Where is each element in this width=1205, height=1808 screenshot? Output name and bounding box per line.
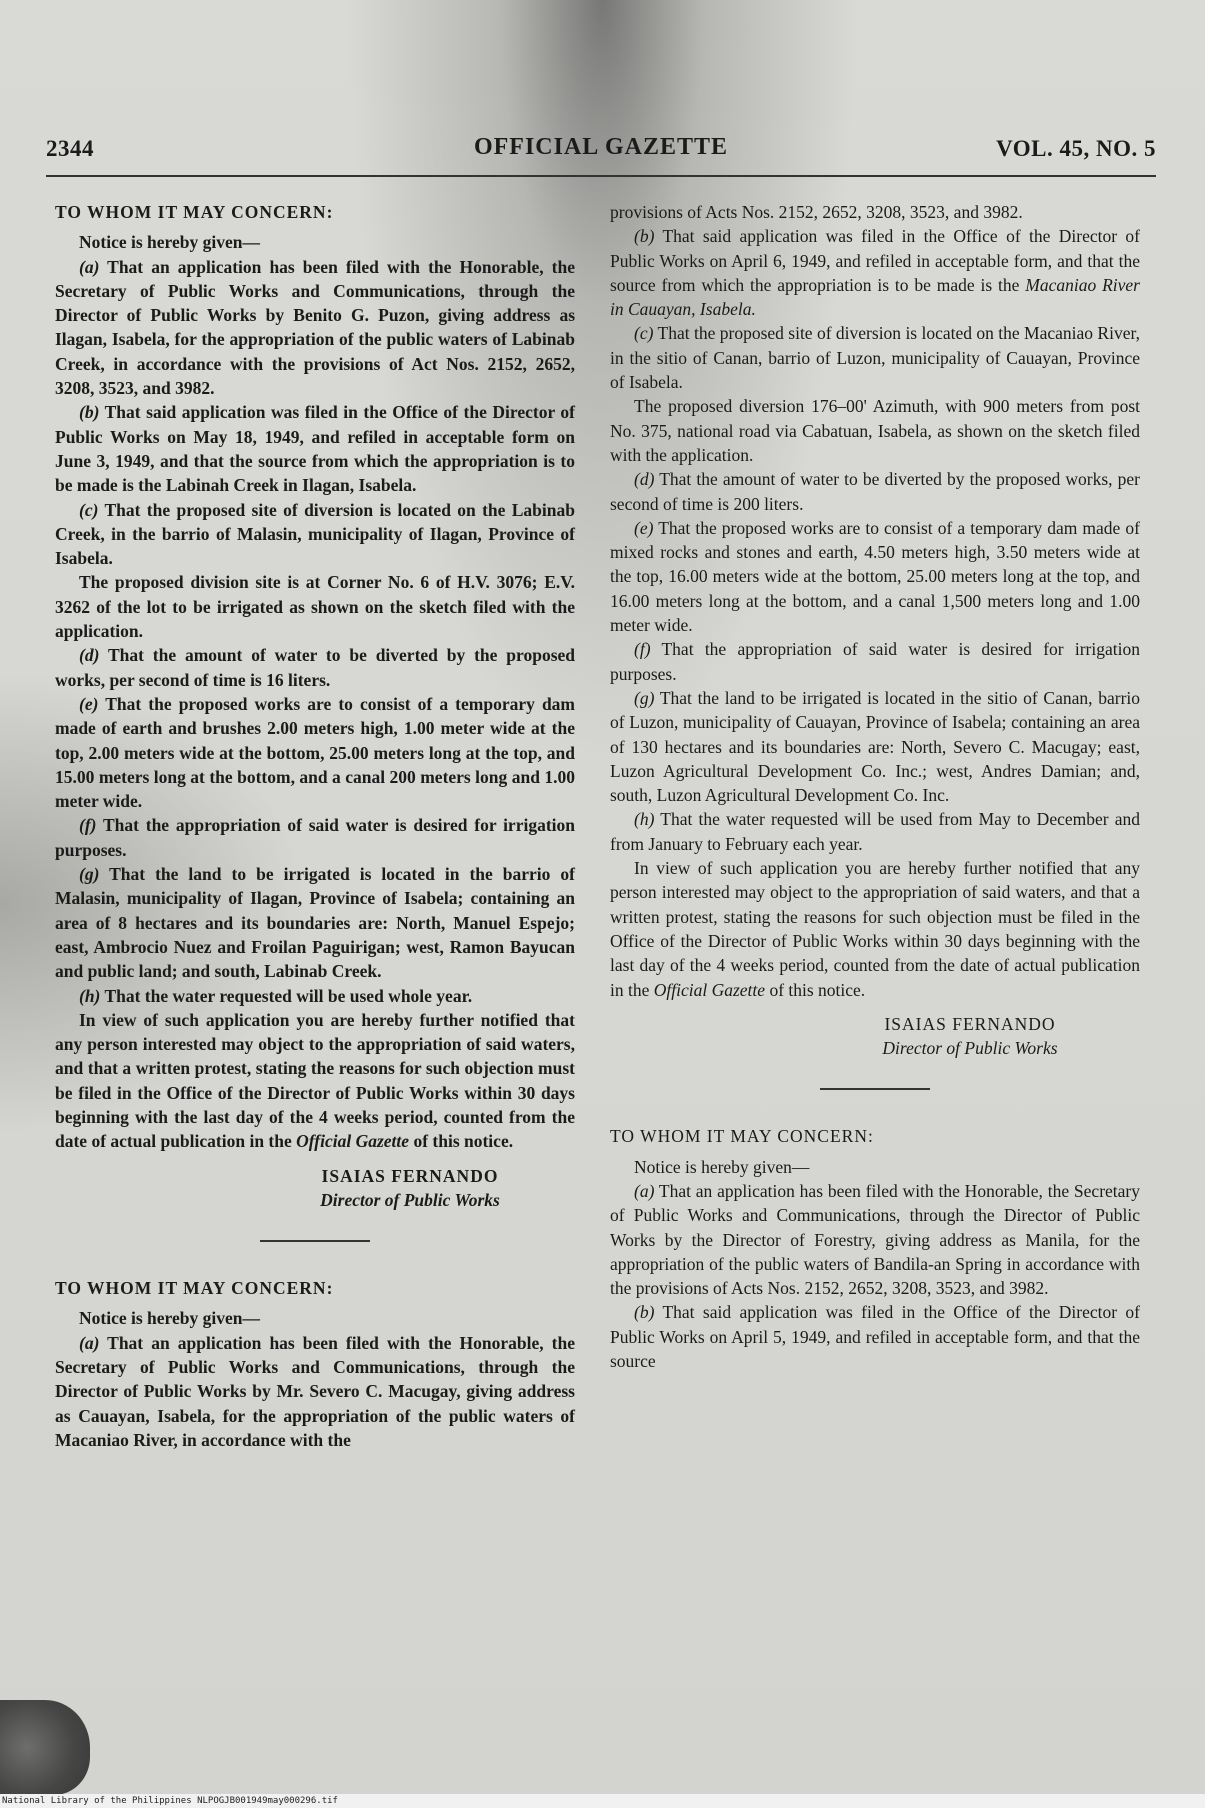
volume-number: VOL. 45, NO. 5	[996, 136, 1156, 161]
notice2-given: Notice is hereby given—	[79, 1308, 260, 1329]
signer-name: ISAIAS FERNANDO	[884, 1013, 1056, 1034]
notice2-signature	[610, 1012, 1130, 1061]
notice2-para-d: (d) That the amount of water to be diverted by the proposed works, per second of time is 200 liters.	[610, 469, 1140, 514]
signer-role: Director of Public Works	[882, 1038, 1058, 1059]
notice2-para-h: (h) That the water requested will be used from May to December and from January to February each year.	[610, 809, 1140, 854]
notice3-addressee: TO WHOM IT MAY CONCERN:	[610, 1126, 874, 1147]
signer-role: Director of Public Works	[320, 1189, 500, 1210]
separator-rule	[820, 1088, 930, 1090]
notice1-addressee: TO WHOM IT MAY CONCERN:	[55, 202, 334, 222]
notice2-para-c2: The proposed diversion 176–00' Azimuth, with 900 meters from post No. 375, national road via Cabatuan, Isabela, as shown on the sketch filed with the application.	[610, 396, 1140, 465]
right-column	[610, 200, 1140, 1373]
notice2-para-g: (g) That the land to be irrigated is located in the sitio of Canan, barrio of Luzon, municipality of Cauayan, Province of Isabela; containing an area of 130 hectares and its boundaries are: North, Severo C. Macugay; east, Luzon Agricultural Development Co. Inc.; west, Andres Damian; and, south, Luzon Agricultural Development Co. Inc.	[610, 687, 1141, 806]
notice1-para-e: (e) That the proposed works are to consist of a temporary dam made of earth and brushes 2.00 meters high, 1.00 meter wide at the top, 2.00 meters wide at the bottom, 25.00 meters long at the top, and 15.00 meters long at the bottom, and a canal 200 meters long and 1.00 meter wide.	[55, 693, 576, 812]
notice2-closing: In view of such application you are hereby further notified that any person interested may object to the appropriation of said waters, and that a written protest, stating the reasons for such objection must be filed in the Office of the Director of Public Works within 30 days beginning with the last day of the 4 weeks period, counted from the date of actual publication in the Official Gazette of this notice.	[610, 858, 1140, 1000]
publication-title: OFFICIAL GAZETTE	[473, 134, 729, 160]
notice1-para-g: (g) That the land to be irrigated is located in the barrio of Malasin, municipality of Ilagan, Province of Isabela; containing an area of 8 hectares and its boundaries are: North, Manuel Espejo; east, Ambrocio Nuez and Froilan Paguirigan; west, Ramon Bayucan and public land; and south, Labinab Creek.	[55, 864, 576, 982]
notice2-para-a: (a) That an application has been filed with the Honorable, the Secretary of Public Works and Communications, through the Director of Public Works by Mr. Severo C. Macugay, giving address as Cauayan, Isabela, for the appropriation of the public waters of Macaniao River, in accordance with the	[55, 1332, 575, 1450]
separator-rule	[260, 1240, 370, 1242]
notice2-para-e: (e) That the proposed works are to consist of a temporary dam made of mixed rocks and stones and earth, 4.50 meters high, 3.50 meters wide at the top, 16.00 meters wide at the bottom, 25.00 meters long at the top, and 16.00 meters long at the bottom, and a canal 1,500 meters long and 1.00 meter wide.	[610, 517, 1140, 636]
notice1-para-d: (d) That the amount of water to be diverted by the proposed works, per second of time is 16 liters.	[55, 645, 576, 690]
scan-footer: National Library of the Philippines NLPOGJB001949may000296.tif	[0, 1794, 1205, 1808]
notice1-para-c2: The proposed division site is at Corner No. 6 of H.V. 3076; E.V. 3262 of the lot to be irrigated as shown on the sketch filed with the application.	[55, 572, 575, 642]
left-column	[55, 200, 575, 1452]
page-number: 2344	[46, 136, 94, 161]
notice3-para-b: (b) That said application was filed in the Office of the Director of Public Works on April 5, 1949, and refiled in acceptable form, and that the source	[610, 1302, 1141, 1372]
signer-name: ISAIAS FERNANDO	[321, 1165, 499, 1186]
notice2-para-f: (f) That the appropriation of said water is desired for irrigation purposes.	[610, 639, 1140, 684]
notice1-closing: In view of such application you are hereby further notified that any person interested may object to the appropriation of said waters, and that a written protest, stating the reasons for such objection must be filed in the Office of the Director of Public Works within 30 days beginning with the last day of the 4 weeks period, counted from the date of actual publication in the Official Gazette of this notice.	[55, 1009, 575, 1152]
notice1-para-c: (c) That the proposed site of diversion is located on the Labinab Creek, in the barrio of Malasin, municipality of Ilagan, Province of Isabela.	[55, 499, 575, 569]
header-rule	[46, 175, 1156, 177]
notice2-para-a-cont: provisions of Acts Nos. 2152, 2652, 3208, 3523, and 3982.	[610, 202, 1023, 222]
notice1-given: Notice is hereby given—	[79, 232, 260, 253]
notice2-addressee: TO WHOM IT MAY CONCERN:	[55, 1278, 334, 1299]
scanner-thumb-shadow	[0, 1700, 90, 1795]
notice1-para-h: (h) That the water requested will be used whole year.	[79, 985, 473, 1006]
notice3-given: Notice is hereby given—	[634, 1156, 810, 1177]
notice1-para-f: (f) That the appropriation of said water is desired for irrigation purposes.	[55, 815, 576, 860]
notice3-para-a: (a) That an application has been filed with the Honorable, the Secretary of Public Works and Communications, through the Director of Public Works by the Director of Forestry, giving address as Manila, for the appropriation of the public waters of Bandila-an Spring in accordance with the provisions of Acts Nos. 2152, 2652, 3208, 3523, and 3982.	[610, 1180, 1140, 1299]
notice1-signature	[55, 1164, 565, 1213]
notice1-para-a: (a) That an application has been filed with the Honorable, the Secretary of Public Works and Communications, through the Director of Public Works by Benito G. Puzon, giving address as Ilagan, Isabela, for the appropriation of the public waters of Labinab Creek, in accordance with the provisions of Act Nos. 2152, 2652, 3208, 3523, and 3982.	[55, 256, 575, 399]
page-header	[46, 130, 1156, 170]
notice2-para-c: (c) That the proposed site of diversion is located on the Macaniao River, in the sitio of Canan, barrio of Luzon, municipality of Cauayan, Province of Isabela.	[610, 323, 1140, 393]
notice2-para-b: (b) That said application was filed in the Office of the Director of Public Works on April 6, 1949, and refiled in acceptable form, and that the source from which the appropriation is to be made is the Macaniao River in Cauayan, Isabela.	[610, 226, 1141, 320]
notice1-para-b: (b) That said application was filed in the Office of the Director of Public Works on May 18, 1949, and refiled in acceptable form on June 3, 1949, and that the source from which the appropriation is to be made is the Labinah Creek in Ilagan, Isabela.	[55, 402, 575, 496]
